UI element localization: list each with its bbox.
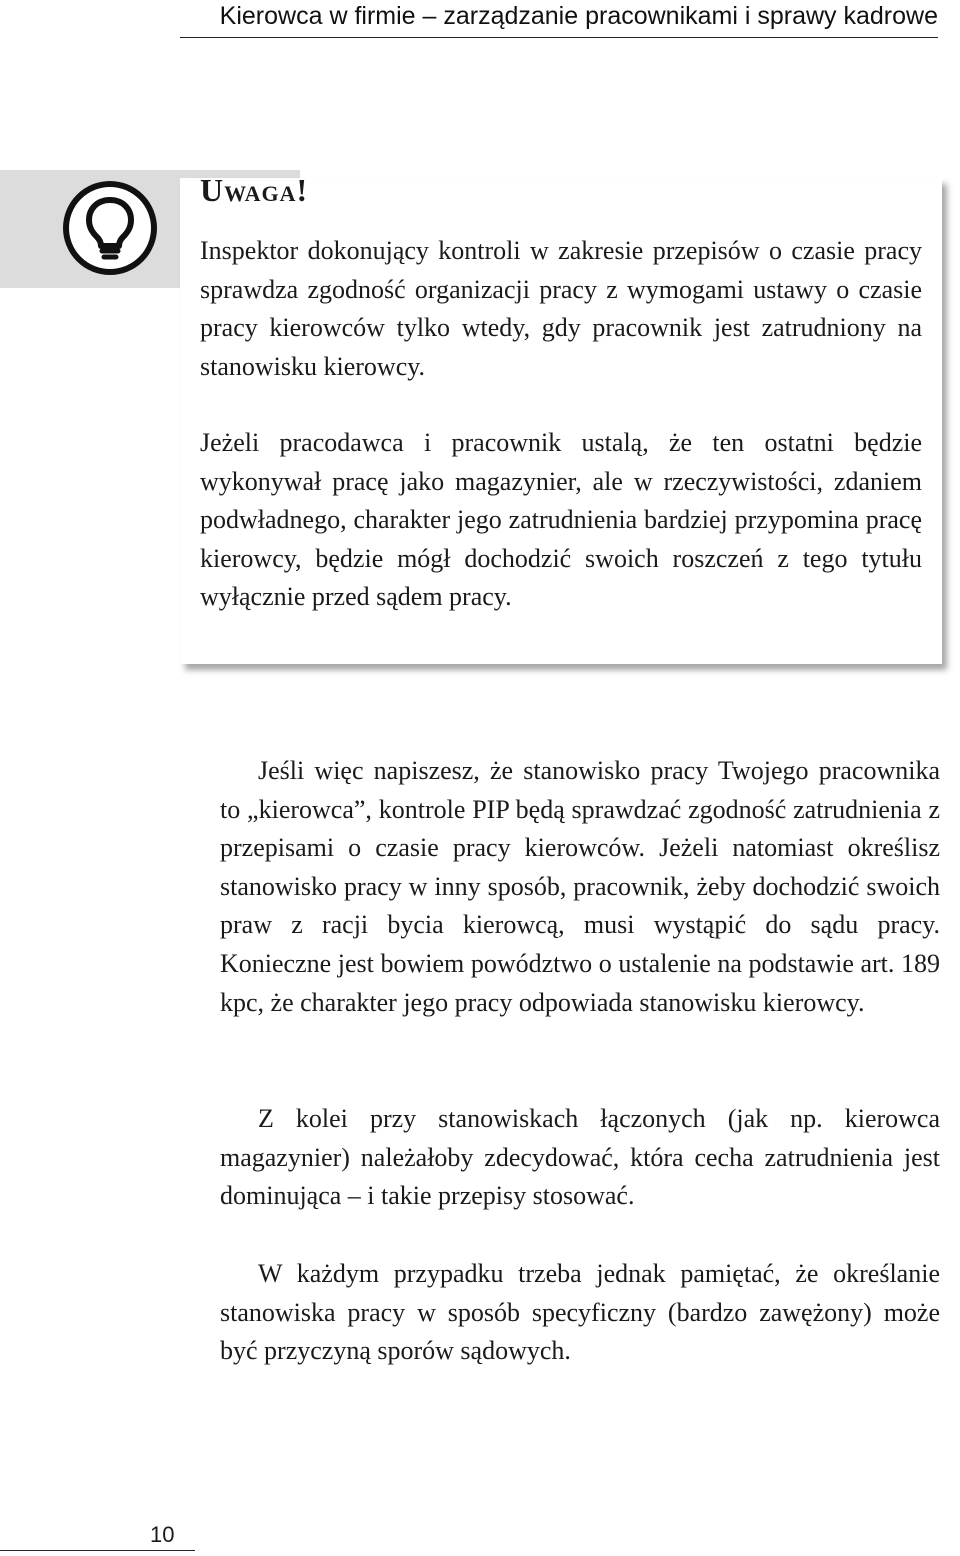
- body-paragraph-2: Z kolei przy stanowiskach łączonych (jak np. kierowca magazynier) należałoby zdecydować, która cecha zatrudnienia jest dominująca – i takie przepisy stosować.: [220, 1104, 940, 1211]
- note-paragraph-1: Inspektor dokonujący kontroli w zakresie przepisów o czasie pracy sprawdza zgodność organizacji pracy z wymogami ustawy o czasie pracy kierowców tylko wtedy, gdy pracownik jest zatrudniony na stanowisku kierowcy.: [200, 236, 922, 381]
- header-rule: [180, 37, 938, 38]
- running-header-title: Kierowca w firmie – zarządzanie pracownikami i sprawy kadrowe: [219, 2, 938, 30]
- footer-rule: [0, 1550, 195, 1551]
- note-paragraph-2: Jeżeli pracodawca i pracownik ustalą, że ten ostatni będzie wykonywał pracę jako magazynier, ale w rzeczywistości, zdaniem podwładnego, charakter jego zatrudnienia bardziej przypomina pracę kierowcy, będzie mógł dochodzić swoich roszczeń z tego tytułu wyłącznie przed sądem pracy.: [200, 428, 922, 611]
- body-paragraph-1: Jeśli więc napiszesz, że stanowisko pracy Twojego pracownika to „kierowca”, kontrole PIP będą sprawdzać zgodność zatrudnienia z przepisami o czasie pracy kierowców. Jeżeli natomiast określisz stanowisko pracy w inny sposób, pracownik, żeby dochodzić swoich praw z racji bycia kierowcą, musi wystąpić do sądu pracy. Konieczne jest bowiem powództwo o ustalenie na podstawie art. 189 kpc, że charakter jego pracy odpowiada stanowisku kierowcy.: [220, 756, 940, 1017]
- body-paragraph-3: W każdym przypadku trzeba jednak pamiętać, że określanie stanowiska pracy w sposób specyficzny (bardzo zawężony) może być przyczyną sporów sądowych.: [220, 1259, 940, 1366]
- page-number: 10: [150, 1522, 175, 1547]
- lightbulb-icon: [62, 180, 158, 276]
- note-heading: Uwaga!: [200, 172, 309, 208]
